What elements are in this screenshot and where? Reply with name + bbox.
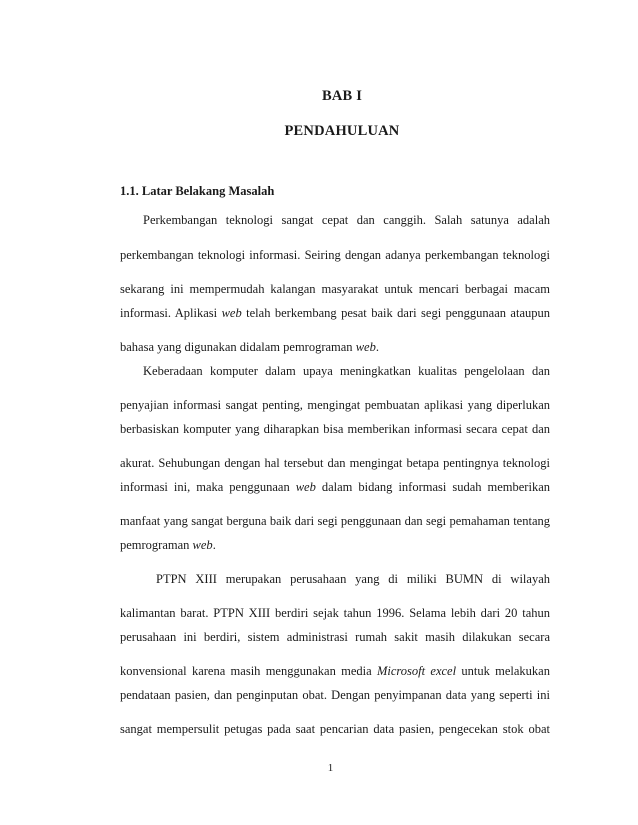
- paragraph-line: pemrograman web.: [120, 538, 216, 552]
- paragraph-line: Perkembangan teknologi sangat cepat dan canggih. Salah satunya adalah: [143, 213, 550, 227]
- paragraph-line: akurat. Sehubungan dengan hal tersebut dan mengingat betapa pentingnya teknologi: [120, 456, 550, 470]
- paragraph-line: perkembangan teknologi informasi. Seiring dengan adanya perkembangan teknologi: [120, 248, 550, 262]
- paragraph-line: informasi. Aplikasi web telah berkembang pesat baik dari segi penggunaan ataupun: [120, 306, 551, 320]
- paragraph-line: kalimantan barat. PTPN XIII berdiri sejak tahun 1996. Selama lebih dari 20 tahun: [120, 606, 550, 620]
- page-number: 1: [327, 762, 334, 774]
- section-title: 1.1. Latar Belakang Masalah: [120, 184, 275, 198]
- chapter-heading: BAB I: [321, 88, 363, 104]
- paragraph-line: berbasiskan komputer yang diharapkan bisa memberikan informasi secara cepat dan: [120, 422, 550, 436]
- paragraph-line: sekarang ini mempermudah kalangan masyarakat untuk mencari berbagai macam: [120, 282, 550, 296]
- paragraph-line: sangat mempersulit petugas pada saat pencarian data pasien, pengecekan stok obat: [120, 722, 550, 736]
- paragraph-line: perusahaan ini berdiri, sistem administrasi rumah sakit masih dilakukan secara: [120, 630, 550, 644]
- chapter-title: PENDAHULUAN: [284, 123, 400, 139]
- paragraph-line: PTPN XIII merupakan perusahaan yang di miliki BUMN di wilayah: [156, 572, 550, 586]
- paragraph-line: informasi ini, maka penggunaan web dalam bidang informasi sudah memberikan: [120, 480, 550, 494]
- paragraph-line: pendataan pasien, dan penginputan obat. Dengan penyimpanan data yang seperti ini: [120, 688, 550, 702]
- paragraph-line: konvensional karena masih menggunakan media Microsoft excel untuk melakukan: [120, 664, 550, 678]
- paragraph-line: Keberadaan komputer dalam upaya meningkatkan kualitas pengelolaan dan: [143, 364, 550, 378]
- paragraph-line: bahasa yang digunakan didalam pemrograman web.: [120, 340, 379, 354]
- paragraph-line: penyajian informasi sangat penting, mengingat pembuatan aplikasi yang diperlukan: [120, 398, 550, 412]
- paragraph-line: manfaat yang sangat berguna baik dari segi penggunaan dan segi pemahaman tentang: [120, 514, 550, 528]
